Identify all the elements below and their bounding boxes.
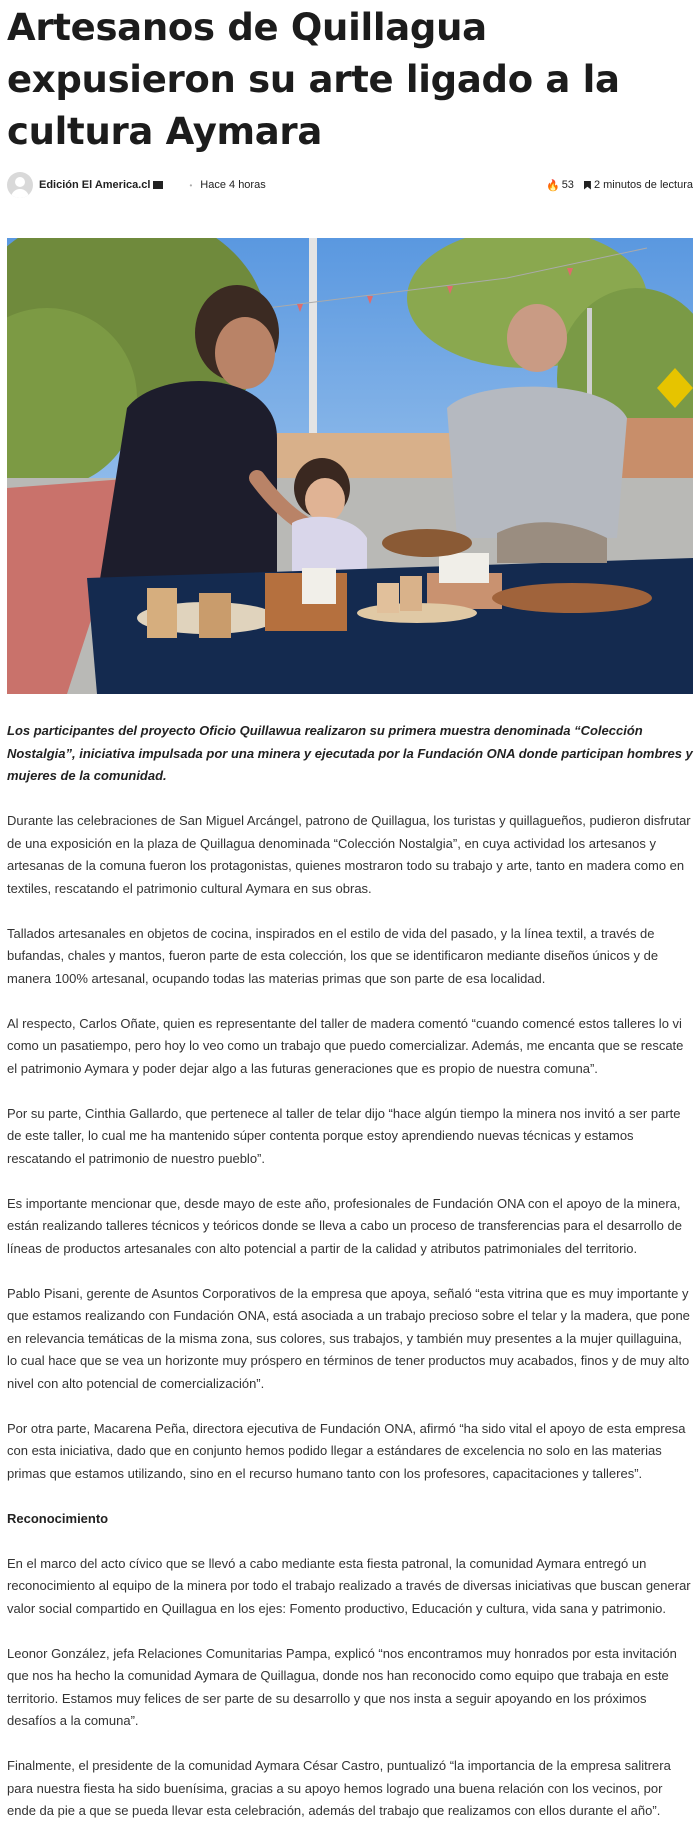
article-paragraph: Al respecto, Carlos Oñate, quien es representante del taller de madera comentó “cuando comencé estos talleres lo vi como un pasatiempo, pero hoy lo veo como un trabajo que puedo comercializar. Además, me encanta que se rescate el patrimonio Aymara y poder dejar algo a las futuras generaciones que es propio de nuestra comuna”. xyxy=(7,1015,684,1076)
article-paragraph: En el marco del acto cívico que se llevó a cabo mediante esta fiesta patronal, la comunidad Aymara entregó un reconocimiento al equipo de la minera por todo el trabajo realizado a través de diversas iniciativas que buscan generar valor social compartido en Quillagua en los ejes: Fomento productivo, Educación y cultura, vida sana y patrimonio. xyxy=(7,1555,691,1616)
article-paragraph: Leonor González, jefa Relaciones Comunitarias Pampa, explicó “nos encontramos muy honrados por esta invitación que nos ha hecho la comunidad Aymara de Quillagua, donde nos han reconocido como equipo que trabaja en este territorio. Estamos muy felices de ser parte de su desarrollo y que nos insta a seguir apoyando en los próximos desafíos a la comuna”. xyxy=(7,1645,677,1728)
article-headline: Artesanos de Quillagua expusieron su arte ligado a la cultura Aymara xyxy=(7,6,620,153)
read-time: 2 minutos de lectura xyxy=(593,179,693,191)
article-paragraph: Es importante mencionar que, desde mayo de este año, profesionales de Fundación ONA con el apoyo de la minera, están realizando talleres técnicos y teóricos donde se lleva a cabo un proceso de transferencias para el desarrollo de líneas de productos artesanales con alto potencial a partir de la calidad y atributos patrimoniales del territorio. xyxy=(7,1195,682,1256)
mail-icon[interactable] xyxy=(153,181,163,189)
bookmark-icon xyxy=(584,181,591,190)
article-paragraph: Por otra parte, Macarena Peña, directora ejecutiva de Fundación ONA, afirmó “ha sido vital el apoyo de esta empresa con esta iniciativa, dado que en conjunto hemos podido llegar a estándares de excelencia no solo en las materias primas que estamos utilizando, sino en el recurso humano tanto con los profesores, capacitaciones y talleres”. xyxy=(7,1420,686,1481)
article-lead: Los participantes del proyecto Oficio Quillawua realizaron su primera muestra denominada “Colección Nostalgia”, iniciativa impulsada por una minera y ejecutada por la Fundación ONA donde participan hombres y mujeres de la comunidad. xyxy=(7,723,693,783)
article-paragraph: Durante las celebraciones de San Miguel Arcángel, patrono de Quillagua, los turistas y quillagueños, pudieron disfrutar de una exposición en la plaza de Quillagua denominada “Colección Nostalgia”, en cuya actividad los artesanos y artesanas de la comuna fueron los protagonistas, quienes mostraron todo su trabajo y arte, tanto en madera como en textiles, rescatando el patrimonio cultural Aymara en sus obras. xyxy=(7,813,691,896)
view-count: 53 xyxy=(561,179,574,191)
avatar-icon[interactable] xyxy=(7,172,33,198)
article-meta xyxy=(7,170,693,200)
article-subheading: Reconocimiento xyxy=(7,1510,109,1526)
post-time: Hace 4 horas xyxy=(200,179,266,191)
article-paragraph: Pablo Pisani, gerente de Asuntos Corporativos de la empresa que apoya, señaló “esta vitrina que es muy importante y que estamos realizando con Fundación ONA, está asociada a un trabajo precioso sobre el telar y la madera, que pone en relevancia temáticas de la misma zona, sus colores, sus trabajos, y también muy presentes a la mujer quillaguina, lo cual hace que se vea un horizonte muy próspero en términos de tener productos muy acabados, finos y de muy alto nivel con alto potencial de comercialización”. xyxy=(7,1285,690,1391)
author-link[interactable]: Edición El America.cl xyxy=(39,179,151,191)
article-paragraph: Tallados artesanales en objetos de cocina, inspirados en el estilo de vida del pasado, y la línea textil, a través de bufandas, chales y mantos, fueron parte de esta colección, los que se identificaron mediante diseños únicos y de manera 100% artesanal, ocupando todas las materias primas que son parte de esa localidad. xyxy=(7,925,659,986)
article-paragraph: Por su parte, Cinthia Gallardo, que pertenece al taller de telar dijo “hace algún tiempo la minera nos invitó a ser parte de este taller, lo cual me ha mantenido súper contenta porque estoy aprendiendo nuevas técnicas y estamos rescatando el patrimonio de nuestro pueblo”. xyxy=(7,1105,681,1166)
fire-icon: 🔥 xyxy=(545,179,560,192)
separator-dot: • xyxy=(189,180,193,190)
article-body xyxy=(7,720,693,1823)
article-paragraph: Finalmente, el presidente de la comunidad Aymara César Castro, puntualizó “la importancia de la empresa salitrera para nuestra fiesta ha sido buenísima, gracias a su apoyo hemos logrado una buena relación con los vecinos, por ende da pie a que se pueda llevar esta celebración, además del trabajo que realizamos con ellos durante el año”. xyxy=(7,1758,671,1818)
article-photo xyxy=(7,238,693,694)
